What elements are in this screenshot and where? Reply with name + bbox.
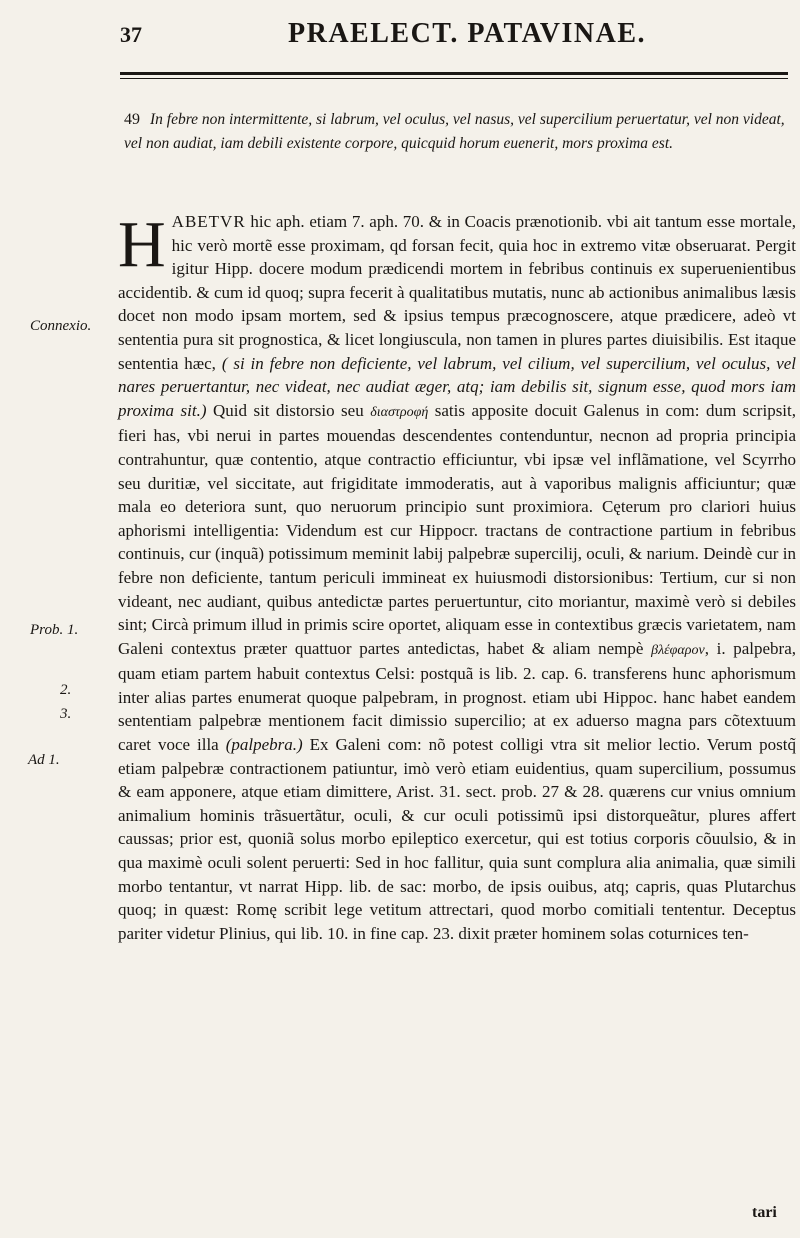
- commentary-part-2: Quid sit distorsio seu: [212, 400, 364, 420]
- commentary-part-3: satis apposite docuit Galenus in com: dum scripsit, fieri has, vbi nerui in partes mouendas descendentes contenduntur, necnon ad propria principia contrahuntur, quæ contentio, atque contractio efficiuntur, vbi ipsæ vel inflãmatione, vel Scyrrho seu duritiæ, vel siccitate, aut frigiditate immoderatis, aut à vaporibus malignis afficiuntur; quæ mala eo deteriora sunt, quo neruorum principio sunt proximiora. Cęterum pro clariori huius aphorismi intelligentia: Videndum est cur Hippocr. tractans de contractione partium in febribus continuis, cur (inquã) potissimum meminit labij palpebræ supercilij, oculi, & narium. Deindè cur in febre non deficiente, tantum periculi immineat ex huiusmodi distorsionibus: Tertium, cur si non videant, nec audiant, quibus antedictæ partes peruertuntur, cito moriantur, maximè verò si debiles sint; Circà primum illud in primis scire oportet, aliquam esse in contextibus græcis varietatem, nam Galeni contextus præter quattuor partes antedictas, habet & aliam nempè: [118, 400, 797, 658]
- page-header: [120, 18, 790, 52]
- greek-term-2: βλέφαρον: [651, 642, 705, 658]
- page-number: 37: [120, 22, 142, 47]
- commentary-lead: ABETVR: [171, 212, 246, 231]
- margin-note-3: 3.: [60, 706, 72, 722]
- margin-note-2: 2.: [60, 682, 72, 698]
- header-rule-thin: [120, 78, 788, 79]
- commentary-part-4: , i. palpebra, quam etiam partem habuit contextus Celsi: postquã is lib. 2. cap. 6. transferens hunc aphorismum inter alias partes enumerat quoque palpebram, in prognost. etiam ubi Hippoc. hanc habet eandem sententiam palpebræ mentionem facit dimissio supercilio; at ex aduerso magna pars cõtextuum caret voce illa: [118, 638, 797, 755]
- drop-cap: H: [118, 208, 166, 281]
- running-title: PRAELECT. PATAVINAE.: [288, 18, 647, 49]
- catchword: tari: [752, 1204, 777, 1221]
- margin-note-connexio: Connexio.: [30, 318, 92, 334]
- header-rule-thick: [120, 72, 788, 75]
- commentary-part-5: Ex Galeni com: nõ potest colligi vtra sit melior lectio. Verum postq̃ etiam palpebræ contractionem patiuntur, imò verò etiam euidentius, quam supercilium, possumus & eam apponere, atque etiam dimittere, Arist. 31. sect. prob. 27 & 28. quærens cur vnius omnium animalium hominis trãsuertãtur, oculi, & cur oculi potissimũ ipsi distorqueãtur, plures affert caussas; prior est, quoniã solus morbo epileptico exercetur, qui est totius corporis cõuulsio, & in qua maximè oculi solent peruerti: Sed in hoc fallitur, quia sunt complura alia animalia, quæ simili morbo tentantur, vt narrat Hipp. lib. de sac: morbo, de ipsis ouibus, atq; capris, quas Plutarchus quoq; in quæst: Romę scribit lege vetitum attrectari, quod morbo comitiali tententur. Deceptus pariter videtur Plinius, qui lib. 10. in fine cap. 23. dixit præter hominem solas coturnices ten-: [118, 735, 797, 943]
- commentary-body: [118, 210, 796, 945]
- aphorism-number: 49: [124, 111, 140, 128]
- margin-note-ad-1: Ad 1.: [28, 752, 60, 768]
- aphorism-text: [124, 108, 794, 156]
- greek-term-1: διαστροφή: [370, 404, 429, 420]
- margin-note-prob-1: Prob. 1.: [30, 622, 79, 638]
- commentary-quote-2: (palpebra.): [225, 735, 303, 755]
- commentary-part-1: hic aph. etiam 7. aph. 70. & in Coacis prænotionib. vbi ait tantum esse mortale, hic verò mortẽ esse proximam, qd forsan fecit, quia hoc in extremo vitæ obseruarat. Pergit igitur Hipp. docere modum prædicendi mortem in febribus continuis ex superuenientibus accidentib. & cum id quoq; supra fecerit à qualitatibus mutatis, nunc ab actionibus animalibus læsis docet non modo ipsam mortem, sed & ipsius tempus præcognoscere, atque prædicere, adeò vt sententia pura sit prognostica, & licet longiuscula, non tamen in plures partes diuisibilis. Est itaque sententia hæc,: [118, 212, 796, 373]
- aphorism-body: In febre non intermittente, si labrum, vel oculus, vel nasus, vel supercilium peruertatur, vel non videat, vel non audiat, iam debili existente corpore, quicquid horum euenerit, mors proxima est.: [124, 111, 785, 152]
- commentary-quote-1: ( si in febre non deficiente, vel labrum, vel cilium, vel supercilium, vel oculus, vel nares peruertantur, nec videat, nec audiat æger, atq; iam debilis sit, signum esse, quod mors iam proxima sit.): [118, 353, 797, 420]
